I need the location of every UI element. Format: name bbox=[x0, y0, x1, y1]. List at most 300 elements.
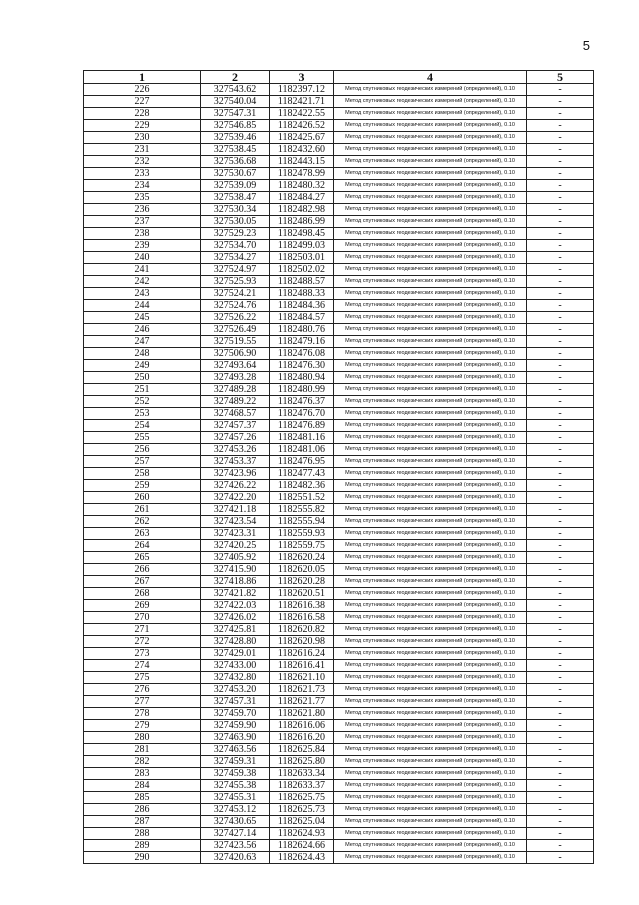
table-row bbox=[84, 732, 594, 744]
table-row bbox=[84, 168, 594, 180]
method-cell: Метод спутниковых геодезических измерений (определений), 0.10 bbox=[334, 660, 527, 672]
table-row bbox=[84, 756, 594, 768]
method-cell: Метод спутниковых геодезических измерений (определений), 0.10 bbox=[334, 504, 527, 516]
method-cell: Метод спутниковых геодезических измерений (определений), 0.10 bbox=[334, 168, 527, 180]
y-coordinate-cell: 1182625.84 bbox=[270, 744, 334, 756]
point-number-cell: 230 bbox=[84, 132, 201, 144]
method-cell: Метод спутниковых геодезических измерений (определений), 0.10 bbox=[334, 636, 527, 648]
y-coordinate-cell: 1182476.37 bbox=[270, 396, 334, 408]
point-number-cell: 257 bbox=[84, 456, 201, 468]
x-coordinate-cell: 327429.01 bbox=[201, 648, 270, 660]
x-coordinate-cell: 327536.68 bbox=[201, 156, 270, 168]
y-coordinate-cell: 1182397.12 bbox=[270, 84, 334, 96]
method-cell: Метод спутниковых геодезических измерений (определений), 0.10 bbox=[334, 840, 527, 852]
table-row bbox=[84, 828, 594, 840]
note-cell: - bbox=[527, 504, 594, 516]
y-coordinate-cell: 1182625.75 bbox=[270, 792, 334, 804]
note-cell: - bbox=[527, 456, 594, 468]
point-number-cell: 277 bbox=[84, 696, 201, 708]
table-row bbox=[84, 768, 594, 780]
method-cell: Метод спутниковых геодезических измерений (определений), 0.10 bbox=[334, 84, 527, 96]
table-row bbox=[84, 816, 594, 828]
note-cell: - bbox=[527, 600, 594, 612]
table-row bbox=[84, 636, 594, 648]
x-coordinate-cell: 327422.03 bbox=[201, 600, 270, 612]
table-row bbox=[84, 648, 594, 660]
point-number-cell: 270 bbox=[84, 612, 201, 624]
table-row bbox=[84, 360, 594, 372]
table-row bbox=[84, 204, 594, 216]
x-coordinate-cell: 327426.02 bbox=[201, 612, 270, 624]
point-number-cell: 266 bbox=[84, 564, 201, 576]
table-row bbox=[84, 600, 594, 612]
note-cell: - bbox=[527, 180, 594, 192]
point-number-cell: 243 bbox=[84, 288, 201, 300]
point-number-cell: 278 bbox=[84, 708, 201, 720]
point-number-cell: 287 bbox=[84, 816, 201, 828]
point-number-cell: 226 bbox=[84, 84, 201, 96]
note-cell: - bbox=[527, 804, 594, 816]
x-coordinate-cell: 327493.28 bbox=[201, 372, 270, 384]
method-cell: Метод спутниковых геодезических измерений (определений), 0.10 bbox=[334, 732, 527, 744]
point-number-cell: 240 bbox=[84, 252, 201, 264]
method-cell: Метод спутниковых геодезических измерений (определений), 0.10 bbox=[334, 624, 527, 636]
method-cell: Метод спутниковых геодезических измерений (определений), 0.10 bbox=[334, 540, 527, 552]
x-coordinate-cell: 327524.21 bbox=[201, 288, 270, 300]
point-number-cell: 285 bbox=[84, 792, 201, 804]
note-cell: - bbox=[527, 732, 594, 744]
method-cell: Метод спутниковых геодезических измерений (определений), 0.10 bbox=[334, 492, 527, 504]
table-row bbox=[84, 612, 594, 624]
header-col-1: 1 bbox=[84, 71, 201, 84]
note-cell: - bbox=[527, 336, 594, 348]
table-row bbox=[84, 96, 594, 108]
y-coordinate-cell: 1182616.24 bbox=[270, 648, 334, 660]
y-coordinate-cell: 1182476.30 bbox=[270, 360, 334, 372]
y-coordinate-cell: 1182478.99 bbox=[270, 168, 334, 180]
method-cell: Метод спутниковых геодезических измерений (определений), 0.10 bbox=[334, 360, 527, 372]
y-coordinate-cell: 1182621.80 bbox=[270, 708, 334, 720]
method-cell: Метод спутниковых геодезических измерений (определений), 0.10 bbox=[334, 204, 527, 216]
x-coordinate-cell: 327459.90 bbox=[201, 720, 270, 732]
x-coordinate-cell: 327418.86 bbox=[201, 576, 270, 588]
point-number-cell: 241 bbox=[84, 264, 201, 276]
table-row bbox=[84, 396, 594, 408]
y-coordinate-cell: 1182482.36 bbox=[270, 480, 334, 492]
method-cell: Метод спутниковых геодезических измерений (определений), 0.10 bbox=[334, 132, 527, 144]
y-coordinate-cell: 1182443.15 bbox=[270, 156, 334, 168]
table-row bbox=[84, 852, 594, 864]
method-cell: Метод спутниковых геодезических измерений (определений), 0.10 bbox=[334, 228, 527, 240]
note-cell: - bbox=[527, 780, 594, 792]
table-row bbox=[84, 456, 594, 468]
method-cell: Метод спутниковых геодезических измерений (определений), 0.10 bbox=[334, 108, 527, 120]
y-coordinate-cell: 1182484.27 bbox=[270, 192, 334, 204]
y-coordinate-cell: 1182476.89 bbox=[270, 420, 334, 432]
method-cell: Метод спутниковых геодезических измерений (определений), 0.10 bbox=[334, 288, 527, 300]
note-cell: - bbox=[527, 852, 594, 864]
table-row bbox=[84, 588, 594, 600]
method-cell: Метод спутниковых геодезических измерений (определений), 0.10 bbox=[334, 780, 527, 792]
note-cell: - bbox=[527, 276, 594, 288]
table-row bbox=[84, 408, 594, 420]
x-coordinate-cell: 327463.90 bbox=[201, 732, 270, 744]
y-coordinate-cell: 1182555.82 bbox=[270, 504, 334, 516]
point-number-cell: 251 bbox=[84, 384, 201, 396]
table-row bbox=[84, 108, 594, 120]
y-coordinate-cell: 1182559.93 bbox=[270, 528, 334, 540]
x-coordinate-cell: 327457.31 bbox=[201, 696, 270, 708]
point-number-cell: 228 bbox=[84, 108, 201, 120]
x-coordinate-cell: 327493.64 bbox=[201, 360, 270, 372]
note-cell: - bbox=[527, 252, 594, 264]
method-cell: Метод спутниковых геодезических измерений (определений), 0.10 bbox=[334, 384, 527, 396]
x-coordinate-cell: 327534.27 bbox=[201, 252, 270, 264]
note-cell: - bbox=[527, 360, 594, 372]
table-row bbox=[84, 780, 594, 792]
point-number-cell: 264 bbox=[84, 540, 201, 552]
point-number-cell: 237 bbox=[84, 216, 201, 228]
point-number-cell: 249 bbox=[84, 360, 201, 372]
method-cell: Метод спутниковых геодезических измерений (определений), 0.10 bbox=[334, 468, 527, 480]
y-coordinate-cell: 1182620.51 bbox=[270, 588, 334, 600]
point-number-cell: 274 bbox=[84, 660, 201, 672]
y-coordinate-cell: 1182551.52 bbox=[270, 492, 334, 504]
y-coordinate-cell: 1182624.43 bbox=[270, 852, 334, 864]
note-cell: - bbox=[527, 696, 594, 708]
point-number-cell: 279 bbox=[84, 720, 201, 732]
x-coordinate-cell: 327538.45 bbox=[201, 144, 270, 156]
coordinates-table bbox=[83, 70, 594, 864]
table-row bbox=[84, 432, 594, 444]
y-coordinate-cell: 1182476.08 bbox=[270, 348, 334, 360]
method-cell: Метод спутниковых геодезических измерений (определений), 0.10 bbox=[334, 432, 527, 444]
point-number-cell: 281 bbox=[84, 744, 201, 756]
y-coordinate-cell: 1182616.38 bbox=[270, 600, 334, 612]
y-coordinate-cell: 1182421.71 bbox=[270, 96, 334, 108]
note-cell: - bbox=[527, 660, 594, 672]
table-row bbox=[84, 156, 594, 168]
y-coordinate-cell: 1182625.73 bbox=[270, 804, 334, 816]
note-cell: - bbox=[527, 684, 594, 696]
x-coordinate-cell: 327453.20 bbox=[201, 684, 270, 696]
header-col-3: 3 bbox=[270, 71, 334, 84]
method-cell: Метод спутниковых геодезических измерений (определений), 0.10 bbox=[334, 480, 527, 492]
note-cell: - bbox=[527, 384, 594, 396]
x-coordinate-cell: 327463.56 bbox=[201, 744, 270, 756]
note-cell: - bbox=[527, 588, 594, 600]
note-cell: - bbox=[527, 156, 594, 168]
method-cell: Метод спутниковых геодезических измерений (определений), 0.10 bbox=[334, 420, 527, 432]
note-cell: - bbox=[527, 756, 594, 768]
x-coordinate-cell: 327423.56 bbox=[201, 840, 270, 852]
x-coordinate-cell: 327489.22 bbox=[201, 396, 270, 408]
note-cell: - bbox=[527, 636, 594, 648]
y-coordinate-cell: 1182480.99 bbox=[270, 384, 334, 396]
method-cell: Метод спутниковых геодезических измерений (определений), 0.10 bbox=[334, 756, 527, 768]
table-row bbox=[84, 804, 594, 816]
table-row bbox=[84, 324, 594, 336]
note-cell: - bbox=[527, 816, 594, 828]
note-cell: - bbox=[527, 84, 594, 96]
note-cell: - bbox=[527, 468, 594, 480]
x-coordinate-cell: 327524.97 bbox=[201, 264, 270, 276]
table-row bbox=[84, 288, 594, 300]
method-cell: Метод спутниковых геодезических измерений (определений), 0.10 bbox=[334, 612, 527, 624]
x-coordinate-cell: 327525.93 bbox=[201, 276, 270, 288]
note-cell: - bbox=[527, 444, 594, 456]
note-cell: - bbox=[527, 552, 594, 564]
method-cell: Метод спутниковых геодезических измерений (определений), 0.10 bbox=[334, 648, 527, 660]
y-coordinate-cell: 1182432.60 bbox=[270, 144, 334, 156]
note-cell: - bbox=[527, 840, 594, 852]
y-coordinate-cell: 1182620.98 bbox=[270, 636, 334, 648]
method-cell: Метод спутниковых геодезических измерений (определений), 0.10 bbox=[334, 180, 527, 192]
method-cell: Метод спутниковых геодезических измерений (определений), 0.10 bbox=[334, 396, 527, 408]
y-coordinate-cell: 1182621.77 bbox=[270, 696, 334, 708]
point-number-cell: 272 bbox=[84, 636, 201, 648]
x-coordinate-cell: 327423.54 bbox=[201, 516, 270, 528]
point-number-cell: 231 bbox=[84, 144, 201, 156]
x-coordinate-cell: 327428.80 bbox=[201, 636, 270, 648]
point-number-cell: 247 bbox=[84, 336, 201, 348]
table-row bbox=[84, 180, 594, 192]
note-cell: - bbox=[527, 528, 594, 540]
x-coordinate-cell: 327420.25 bbox=[201, 540, 270, 552]
note-cell: - bbox=[527, 192, 594, 204]
table-row bbox=[84, 348, 594, 360]
point-number-cell: 246 bbox=[84, 324, 201, 336]
note-cell: - bbox=[527, 432, 594, 444]
point-number-cell: 250 bbox=[84, 372, 201, 384]
page-number: 5 bbox=[582, 38, 590, 53]
x-coordinate-cell: 327538.47 bbox=[201, 192, 270, 204]
method-cell: Метод спутниковых геодезических измерений (определений), 0.10 bbox=[334, 744, 527, 756]
y-coordinate-cell: 1182616.41 bbox=[270, 660, 334, 672]
table-row bbox=[84, 276, 594, 288]
y-coordinate-cell: 1182480.76 bbox=[270, 324, 334, 336]
note-cell: - bbox=[527, 108, 594, 120]
y-coordinate-cell: 1182616.58 bbox=[270, 612, 334, 624]
note-cell: - bbox=[527, 120, 594, 132]
y-coordinate-cell: 1182616.20 bbox=[270, 732, 334, 744]
table-row bbox=[84, 480, 594, 492]
x-coordinate-cell: 327427.14 bbox=[201, 828, 270, 840]
x-coordinate-cell: 327530.67 bbox=[201, 168, 270, 180]
point-number-cell: 263 bbox=[84, 528, 201, 540]
point-number-cell: 234 bbox=[84, 180, 201, 192]
method-cell: Метод спутниковых геодезических измерений (определений), 0.10 bbox=[334, 300, 527, 312]
point-number-cell: 232 bbox=[84, 156, 201, 168]
table-row bbox=[84, 84, 594, 96]
point-number-cell: 252 bbox=[84, 396, 201, 408]
point-number-cell: 276 bbox=[84, 684, 201, 696]
y-coordinate-cell: 1182481.16 bbox=[270, 432, 334, 444]
x-coordinate-cell: 327468.57 bbox=[201, 408, 270, 420]
x-coordinate-cell: 327421.18 bbox=[201, 504, 270, 516]
x-coordinate-cell: 327432.80 bbox=[201, 672, 270, 684]
method-cell: Метод спутниковых геодезических измерений (определений), 0.10 bbox=[334, 816, 527, 828]
x-coordinate-cell: 327546.85 bbox=[201, 120, 270, 132]
x-coordinate-cell: 327539.09 bbox=[201, 180, 270, 192]
note-cell: - bbox=[527, 612, 594, 624]
method-cell: Метод спутниковых геодезических измерений (определений), 0.10 bbox=[334, 192, 527, 204]
y-coordinate-cell: 1182484.57 bbox=[270, 312, 334, 324]
method-cell: Метод спутниковых геодезических измерений (определений), 0.10 bbox=[334, 252, 527, 264]
method-cell: Метод спутниковых геодезических измерений (определений), 0.10 bbox=[334, 96, 527, 108]
note-cell: - bbox=[527, 96, 594, 108]
table-row bbox=[84, 384, 594, 396]
x-coordinate-cell: 327529.23 bbox=[201, 228, 270, 240]
note-cell: - bbox=[527, 672, 594, 684]
table-row bbox=[84, 252, 594, 264]
x-coordinate-cell: 327422.20 bbox=[201, 492, 270, 504]
y-coordinate-cell: 1182477.43 bbox=[270, 468, 334, 480]
table-row bbox=[84, 216, 594, 228]
method-cell: Метод спутниковых геодезических измерений (определений), 0.10 bbox=[334, 144, 527, 156]
x-coordinate-cell: 327543.62 bbox=[201, 84, 270, 96]
y-coordinate-cell: 1182476.95 bbox=[270, 456, 334, 468]
note-cell: - bbox=[527, 708, 594, 720]
note-cell: - bbox=[527, 492, 594, 504]
point-number-cell: 233 bbox=[84, 168, 201, 180]
method-cell: Метод спутниковых геодезических измерений (определений), 0.10 bbox=[334, 684, 527, 696]
method-cell: Метод спутниковых геодезических измерений (определений), 0.10 bbox=[334, 312, 527, 324]
x-coordinate-cell: 327530.34 bbox=[201, 204, 270, 216]
x-coordinate-cell: 327457.26 bbox=[201, 432, 270, 444]
y-coordinate-cell: 1182425.67 bbox=[270, 132, 334, 144]
note-cell: - bbox=[527, 324, 594, 336]
point-number-cell: 253 bbox=[84, 408, 201, 420]
table-row bbox=[84, 672, 594, 684]
note-cell: - bbox=[527, 420, 594, 432]
method-cell: Метод спутниковых геодезических измерений (определений), 0.10 bbox=[334, 516, 527, 528]
method-cell: Метод спутниковых геодезических измерений (определений), 0.10 bbox=[334, 372, 527, 384]
note-cell: - bbox=[527, 144, 594, 156]
x-coordinate-cell: 327415.90 bbox=[201, 564, 270, 576]
x-coordinate-cell: 327519.55 bbox=[201, 336, 270, 348]
point-number-cell: 284 bbox=[84, 780, 201, 792]
point-number-cell: 280 bbox=[84, 732, 201, 744]
y-coordinate-cell: 1182624.66 bbox=[270, 840, 334, 852]
table-row bbox=[84, 420, 594, 432]
y-coordinate-cell: 1182633.37 bbox=[270, 780, 334, 792]
method-cell: Метод спутниковых геодезических измерений (определений), 0.10 bbox=[334, 804, 527, 816]
table-row bbox=[84, 624, 594, 636]
table-row bbox=[84, 660, 594, 672]
table-row bbox=[84, 840, 594, 852]
note-cell: - bbox=[527, 768, 594, 780]
note-cell: - bbox=[527, 828, 594, 840]
table-row bbox=[84, 504, 594, 516]
method-cell: Метод спутниковых геодезических измерений (определений), 0.10 bbox=[334, 600, 527, 612]
note-cell: - bbox=[527, 228, 594, 240]
method-cell: Метод спутниковых геодезических измерений (определений), 0.10 bbox=[334, 672, 527, 684]
header-col-2: 2 bbox=[201, 71, 270, 84]
note-cell: - bbox=[527, 564, 594, 576]
y-coordinate-cell: 1182624.93 bbox=[270, 828, 334, 840]
x-coordinate-cell: 327421.82 bbox=[201, 588, 270, 600]
x-coordinate-cell: 327526.49 bbox=[201, 324, 270, 336]
point-number-cell: 255 bbox=[84, 432, 201, 444]
note-cell: - bbox=[527, 300, 594, 312]
y-coordinate-cell: 1182479.16 bbox=[270, 336, 334, 348]
y-coordinate-cell: 1182621.10 bbox=[270, 672, 334, 684]
table-row bbox=[84, 144, 594, 156]
x-coordinate-cell: 327530.05 bbox=[201, 216, 270, 228]
x-coordinate-cell: 327534.70 bbox=[201, 240, 270, 252]
x-coordinate-cell: 327459.70 bbox=[201, 708, 270, 720]
point-number-cell: 238 bbox=[84, 228, 201, 240]
note-cell: - bbox=[527, 576, 594, 588]
point-number-cell: 262 bbox=[84, 516, 201, 528]
note-cell: - bbox=[527, 648, 594, 660]
note-cell: - bbox=[527, 132, 594, 144]
x-coordinate-cell: 327425.81 bbox=[201, 624, 270, 636]
note-cell: - bbox=[527, 204, 594, 216]
x-coordinate-cell: 327457.37 bbox=[201, 420, 270, 432]
point-number-cell: 271 bbox=[84, 624, 201, 636]
y-coordinate-cell: 1182480.94 bbox=[270, 372, 334, 384]
point-number-cell: 261 bbox=[84, 504, 201, 516]
table-row bbox=[84, 528, 594, 540]
note-cell: - bbox=[527, 480, 594, 492]
point-number-cell: 290 bbox=[84, 852, 201, 864]
point-number-cell: 254 bbox=[84, 420, 201, 432]
y-coordinate-cell: 1182503.01 bbox=[270, 252, 334, 264]
table-row bbox=[84, 132, 594, 144]
x-coordinate-cell: 327430.65 bbox=[201, 816, 270, 828]
table-row bbox=[84, 192, 594, 204]
point-number-cell: 269 bbox=[84, 600, 201, 612]
table-row bbox=[84, 228, 594, 240]
y-coordinate-cell: 1182480.32 bbox=[270, 180, 334, 192]
table-row bbox=[84, 516, 594, 528]
x-coordinate-cell: 327526.22 bbox=[201, 312, 270, 324]
point-number-cell: 286 bbox=[84, 804, 201, 816]
note-cell: - bbox=[527, 792, 594, 804]
y-coordinate-cell: 1182625.04 bbox=[270, 816, 334, 828]
table-row bbox=[84, 576, 594, 588]
y-coordinate-cell: 1182499.03 bbox=[270, 240, 334, 252]
note-cell: - bbox=[527, 408, 594, 420]
note-cell: - bbox=[527, 348, 594, 360]
table-row bbox=[84, 312, 594, 324]
point-number-cell: 265 bbox=[84, 552, 201, 564]
point-number-cell: 227 bbox=[84, 96, 201, 108]
method-cell: Метод спутниковых геодезических измерений (определений), 0.10 bbox=[334, 336, 527, 348]
x-coordinate-cell: 327524.76 bbox=[201, 300, 270, 312]
note-cell: - bbox=[527, 216, 594, 228]
x-coordinate-cell: 327489.28 bbox=[201, 384, 270, 396]
x-coordinate-cell: 327540.04 bbox=[201, 96, 270, 108]
table-row bbox=[84, 492, 594, 504]
method-cell: Метод спутниковых геодезических измерений (определений), 0.10 bbox=[334, 576, 527, 588]
table-row bbox=[84, 744, 594, 756]
note-cell: - bbox=[527, 624, 594, 636]
y-coordinate-cell: 1182620.28 bbox=[270, 576, 334, 588]
y-coordinate-cell: 1182426.52 bbox=[270, 120, 334, 132]
header-col-5: 5 bbox=[527, 71, 594, 84]
note-cell: - bbox=[527, 168, 594, 180]
table-row bbox=[84, 264, 594, 276]
point-number-cell: 229 bbox=[84, 120, 201, 132]
y-coordinate-cell: 1182620.82 bbox=[270, 624, 334, 636]
table-row bbox=[84, 684, 594, 696]
method-cell: Метод спутниковых геодезических измерений (определений), 0.10 bbox=[334, 852, 527, 864]
x-coordinate-cell: 327455.31 bbox=[201, 792, 270, 804]
point-number-cell: 283 bbox=[84, 768, 201, 780]
